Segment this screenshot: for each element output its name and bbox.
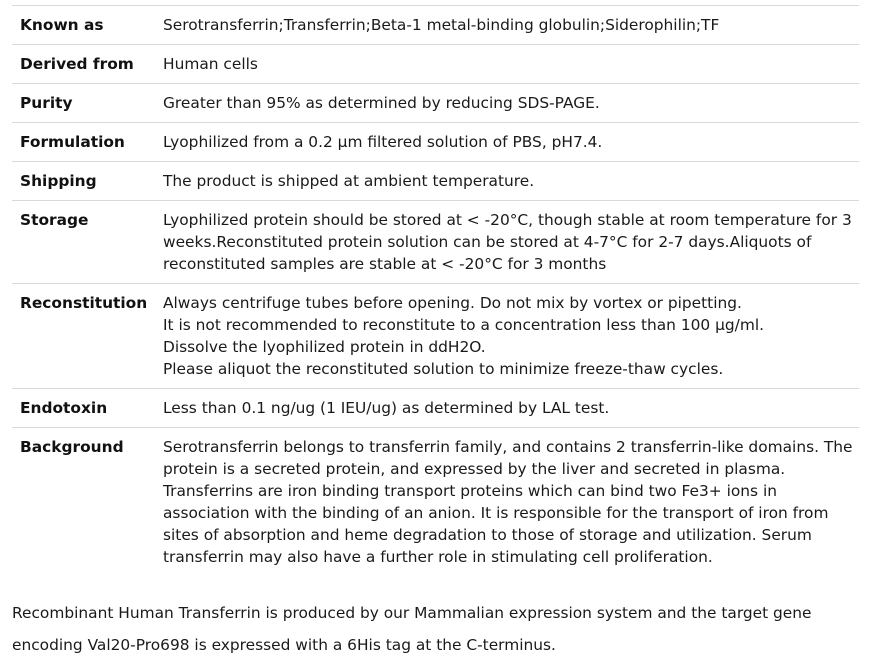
spec-row bbox=[12, 389, 859, 428]
spec-label: Endotoxin bbox=[12, 389, 163, 428]
spec-value bbox=[163, 284, 859, 389]
spec-value-line: Please aliquot the reconstituted solution to minimize freeze-thaw cycles. bbox=[163, 360, 724, 378]
description-line: Recombinant Human Transferrin is produced by our Mammalian expression system and the target gene bbox=[12, 604, 812, 622]
spec-row bbox=[12, 45, 859, 84]
spec-value-line: protein is a secreted protein, and expressed by the liver and secreted in plasma. bbox=[163, 460, 786, 478]
spec-value-line: Lyophilized protein should be stored at < -20°C, though stable at room temperature for 3 bbox=[163, 211, 852, 229]
spec-row bbox=[12, 284, 859, 389]
spec-row bbox=[12, 123, 859, 162]
spec-row bbox=[12, 84, 859, 123]
spec-value-line: Always centrifuge tubes before opening. Do not mix by vortex or pipetting. bbox=[163, 294, 742, 312]
spec-value-line: Human cells bbox=[163, 55, 258, 73]
spec-value-line: Transferrins are iron binding transport proteins which can bind two Fe3+ ions in bbox=[163, 482, 777, 500]
spec-value bbox=[163, 6, 859, 45]
spec-value-line: It is not recommended to reconstitute to a concentration less than 100 μg/ml. bbox=[163, 316, 765, 334]
spec-value-line: transferrin may also have a further role in stimulating cell proliferation. bbox=[163, 548, 713, 566]
spec-label: Formulation bbox=[20, 133, 125, 151]
spec-row bbox=[12, 428, 859, 577]
spec-value bbox=[163, 162, 859, 201]
spec-table-body bbox=[12, 6, 859, 577]
spec-value-line: reconstituted samples are stable at < -20°C for 3 months bbox=[163, 255, 607, 273]
spec-row bbox=[12, 201, 859, 284]
spec-label: Background bbox=[20, 438, 124, 456]
spec-label: Storage bbox=[20, 211, 89, 229]
spec-value-line: Serotransferrin belongs to transferrin family, and contains 2 transferrin-like domains. The bbox=[163, 438, 853, 456]
spec-value bbox=[163, 45, 859, 84]
spec-value-line: Lyophilized from a 0.2 μm filtered solution of PBS, pH7.4. bbox=[163, 133, 603, 151]
spec-value-line: association with the binding of an anion. It is responsible for the transport of iron from bbox=[163, 504, 829, 522]
spec-value bbox=[163, 201, 859, 284]
spec-value bbox=[163, 84, 859, 123]
product-spec-table bbox=[12, 5, 859, 576]
spec-value-line: Dissolve the lyophilized protein in ddH2O. bbox=[163, 338, 486, 356]
product-description bbox=[12, 597, 872, 661]
spec-label: Derived from bbox=[20, 55, 134, 73]
spec-value-line: The product is shipped at ambient temperature. bbox=[163, 172, 535, 190]
description-line: encoding Val20-Pro698 is expressed with a 6His tag at the C-terminus. bbox=[12, 636, 556, 654]
spec-value-line: Less than 0.1 ng/ug (1 IEU/ug) as determined by LAL test. bbox=[163, 399, 610, 417]
spec-row bbox=[12, 162, 859, 201]
spec-label: Purity bbox=[20, 94, 73, 112]
spec-row bbox=[12, 6, 859, 45]
spec-value-line: weeks.Reconstituted protein solution can be stored at 4-7°C for 2-7 days.Aliquots of bbox=[163, 233, 812, 251]
spec-value-line: Serotransferrin;Transferrin;Beta-1 metal-binding globulin;Siderophilin;TF bbox=[163, 16, 720, 34]
spec-value-line: sites of absorption and heme degradation to those of storage and utilization. Serum bbox=[163, 526, 812, 544]
spec-label: Reconstitution bbox=[20, 294, 148, 312]
spec-label: Shipping bbox=[20, 172, 97, 190]
spec-value bbox=[163, 389, 859, 428]
spec-value bbox=[163, 428, 859, 577]
spec-value-line: Greater than 95% as determined by reducing SDS-PAGE. bbox=[163, 94, 600, 112]
spec-label: Known as bbox=[20, 16, 104, 34]
spec-value bbox=[163, 123, 859, 162]
